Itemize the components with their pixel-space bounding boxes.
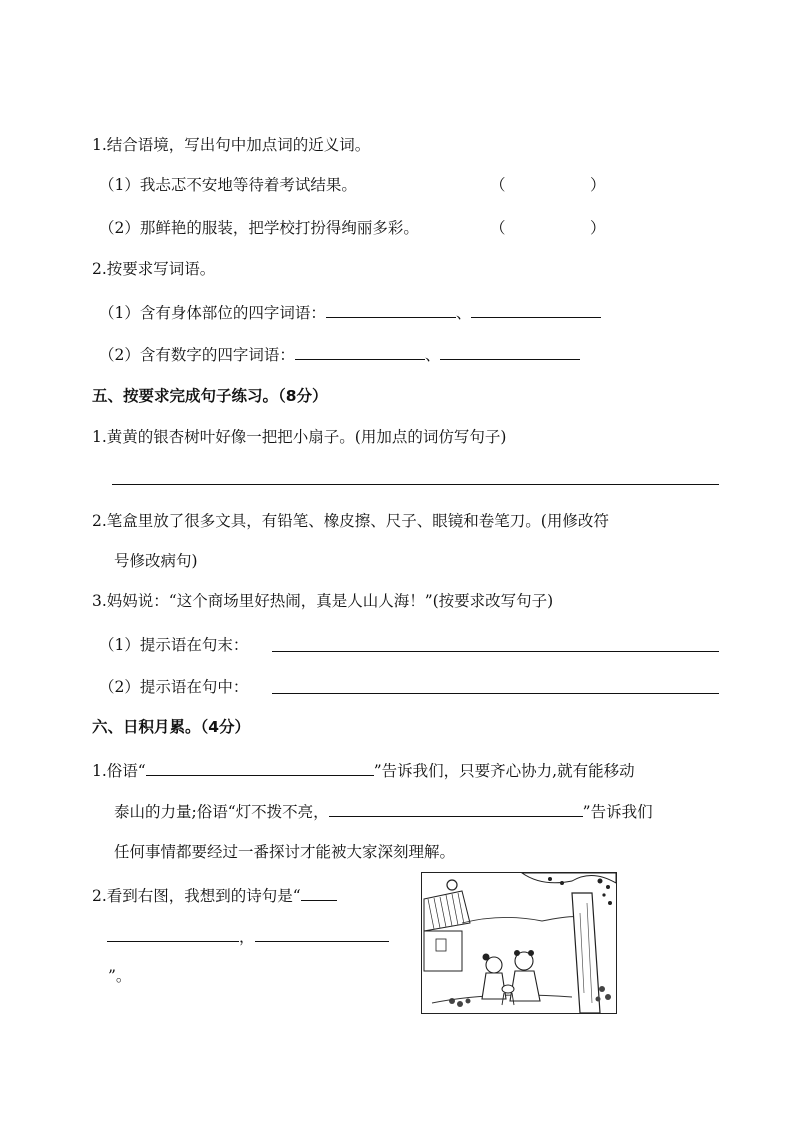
q1-item1: （1）我忐忑不安地等待着考试结果。 — [99, 176, 357, 194]
q1-stem: 1.结合语境，写出句中加点词的近义词。 — [92, 136, 371, 154]
s5-q3-item2: （2）提示语在句中： — [99, 678, 249, 696]
s6-q2-comma: ， — [239, 928, 255, 946]
section6-heading: 六、日积月累。（4分） — [92, 718, 251, 736]
s6-q2-line1 — [92, 884, 337, 907]
q2-item2-label: （2）含有数字的四字词语： — [99, 346, 295, 364]
q1-item1-answer-close: ） — [590, 176, 606, 194]
s5-q3-item1: （1）提示语在句末： — [99, 636, 249, 654]
q2-item2-blank-2[interactable] — [440, 343, 580, 360]
q2-item1-blank-2[interactable] — [471, 301, 601, 318]
q2-item1-blank-1[interactable] — [326, 301, 456, 318]
s5-q1: 1.黄黄的银杏树叶好像一把把小扇子。(用加点的词仿写句子) — [92, 428, 507, 446]
s6-q1-text-d: ”告诉我们 — [582, 803, 653, 821]
s5-q1-answer-line[interactable] — [112, 484, 719, 485]
q2-item2 — [99, 343, 580, 366]
s6-q2-line3: ”。 — [108, 967, 132, 985]
q1-item2-answer-open: （ — [490, 219, 506, 237]
s5-q2-line1: 2.笔盒里放了很多文具，有铅笔、橡皮擦、尺子、眼镜和卷笔刀。(用修改符 — [92, 512, 609, 530]
q1-item2-answer-close: ） — [590, 219, 606, 237]
s6-q2-blank-2[interactable] — [107, 925, 239, 942]
s6-q1-line1 — [92, 759, 635, 782]
s5-q2-line2: 号修改病句) — [114, 552, 198, 570]
q1-item1-answer-open: （ — [490, 176, 506, 194]
s5-q3-item1-line[interactable] — [272, 651, 719, 652]
s5-q3: 3.妈妈说：“这个商场里好热闹，真是人山人海！”(按要求改写句子) — [92, 592, 554, 610]
s6-q2-blank-1[interactable] — [301, 884, 337, 901]
q2-item1-label: （1）含有身体部位的四字词语： — [99, 304, 326, 322]
s6-q1-line2 — [114, 800, 653, 823]
s6-q2-blank-3[interactable] — [255, 925, 389, 942]
s6-q1-blank-2[interactable] — [329, 800, 583, 817]
s6-q1-line3: 任何事情都要经过一番探讨才能被大家深刻理解。 — [114, 843, 456, 861]
q2-item1 — [99, 301, 601, 324]
s6-q2-text: 2.看到右图，我想到的诗句是“ — [92, 887, 301, 905]
s6-q1-text-c: 泰山的力量;俗语“灯不拨不亮， — [114, 803, 329, 821]
section5-heading: 五、按要求完成句子练习。（8分） — [92, 387, 328, 405]
q2-item2-blank-1[interactable] — [295, 343, 425, 360]
q2-stem: 2.按要求写词语。 — [92, 260, 216, 278]
s6-q1-blank-1[interactable] — [146, 759, 374, 776]
illustration-children-under-tree — [421, 872, 617, 1014]
separator: 、 — [424, 346, 441, 364]
separator: 、 — [455, 304, 472, 322]
illustration-drawing — [422, 873, 616, 1013]
s5-q3-item2-line[interactable] — [272, 693, 719, 694]
s6-q1-text-a: 1.俗语“ — [92, 762, 146, 780]
q1-item2: （2）那鲜艳的服装，把学校打扮得绚丽多彩。 — [99, 219, 419, 237]
s6-q1-text-b: ”告诉我们，只要齐心协力,就有能移动 — [373, 762, 635, 780]
s6-q2-line2 — [107, 925, 389, 948]
